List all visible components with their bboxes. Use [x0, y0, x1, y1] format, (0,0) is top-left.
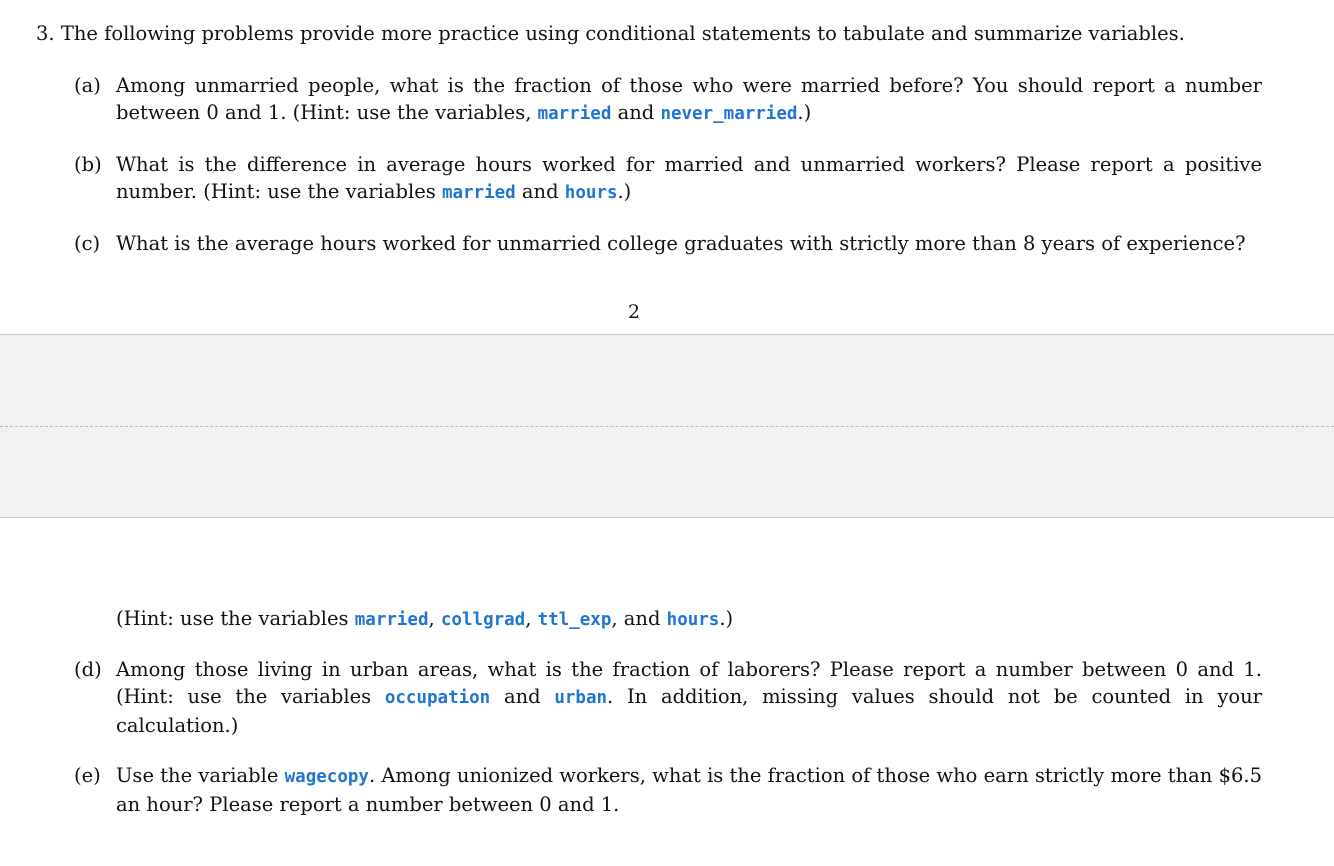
problem-heading — [36, 20, 1296, 48]
part-a — [74, 72, 1262, 128]
part-c-hint: (Hint: use the variables married, collgrad, ttl_exp, and hours.) — [116, 607, 734, 630]
var-married: married — [441, 183, 516, 203]
var-married: married — [537, 104, 612, 124]
part-d-label: (d) — [74, 658, 102, 681]
part-b-text: What is the difference in average hours worked for married and unmarried workers? Please report a positive number. (Hint: use the variables married and hours.) — [116, 153, 1262, 203]
page-top — [0, 0, 1334, 334]
part-a-text: Among unmarried people, what is the fraction of those who were married before? You should report a number between 0 and 1. (Hint: use the variables, married and never_married.) — [116, 74, 1262, 124]
part-b — [74, 151, 1262, 207]
var-never-married: never_married — [660, 104, 798, 124]
page-gap-divider — [0, 426, 1334, 427]
part-a-label: (a) — [74, 74, 101, 97]
var-wagecopy: wagecopy — [284, 767, 369, 787]
part-d — [74, 656, 1262, 739]
part-e — [74, 762, 1262, 818]
var-ttl-exp: ttl_exp — [537, 610, 612, 630]
part-b-label: (b) — [74, 153, 102, 176]
var-urban: urban — [554, 688, 608, 708]
problem-number: 3. — [36, 22, 55, 45]
var-married: married — [354, 610, 429, 630]
var-hours: hours — [666, 610, 720, 630]
part-c-text: What is the average hours worked for unmarried college graduates with strictly more than 8 years of experience? — [116, 232, 1246, 255]
part-d-text: Among those living in urban areas, what is the fraction of laborers? Please report a number between 0 and 1. (Hint: use the variables occupation and urban. In addition, missing values should not be counted in your calculation.) — [116, 658, 1262, 737]
var-collgrad: collgrad — [440, 610, 526, 630]
part-c — [74, 230, 1262, 257]
var-occupation: occupation — [384, 688, 491, 708]
problem-intro: The following problems provide more practice using conditional statements to tabulate and summarize variables. — [60, 22, 1185, 45]
part-e-text: Use the variable wagecopy. Among unionized workers, what is the fraction of those who earn strictly more than $6.5 an hour? Please report a number between 0 and 1. — [116, 764, 1262, 816]
part-c-label: (c) — [74, 232, 101, 255]
part-e-label: (e) — [74, 764, 101, 787]
page-number: 2 — [627, 301, 641, 323]
var-hours: hours — [564, 183, 618, 203]
page-gap — [0, 334, 1334, 518]
